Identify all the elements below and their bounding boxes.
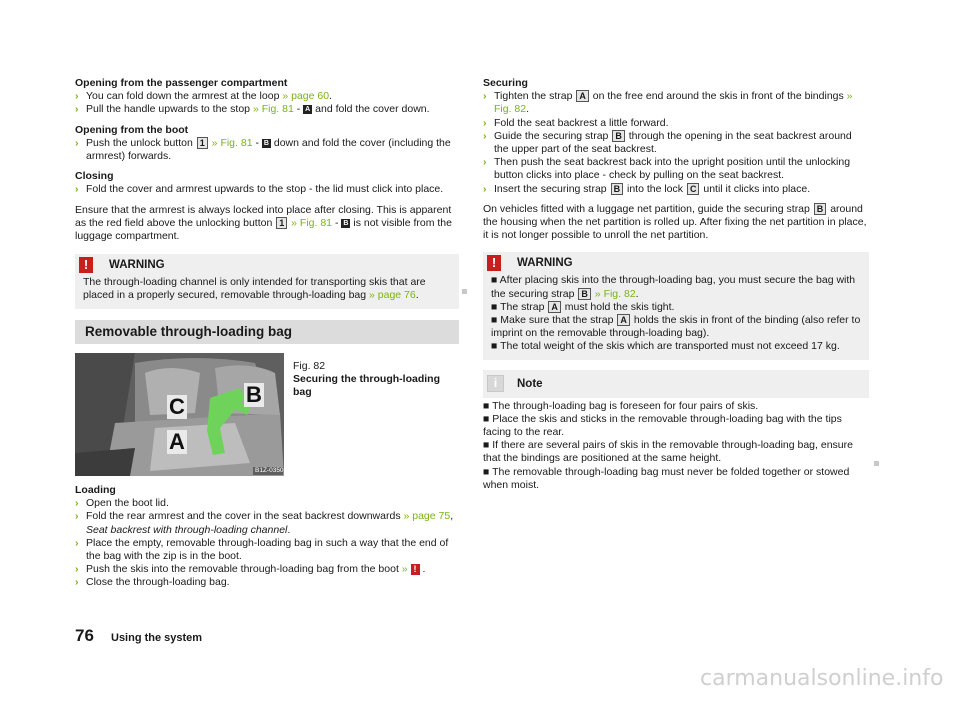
list-item xyxy=(483,117,869,130)
text: must hold the skis tight. xyxy=(561,300,675,313)
left-column xyxy=(75,77,459,309)
list-item xyxy=(75,563,459,576)
chevron-right-icon: › xyxy=(75,563,79,576)
text: Fold the seat backrest a little forward. xyxy=(494,116,669,129)
heading: Closing xyxy=(75,170,114,183)
key-label: C xyxy=(687,183,700,195)
key-label: B xyxy=(263,139,269,147)
right-column xyxy=(483,77,869,492)
warning-item xyxy=(491,274,861,300)
key-label: B xyxy=(343,219,349,227)
chevron-right-icon: › xyxy=(75,497,79,510)
note-box xyxy=(483,370,869,398)
list-item xyxy=(483,130,869,156)
figure-link[interactable]: » Fig. 81 xyxy=(252,103,294,116)
heading: Opening from the passenger compartment xyxy=(75,77,288,89)
text: and fold the cover down. xyxy=(312,103,430,116)
chevron-right-icon: › xyxy=(483,182,487,195)
page-link[interactable]: » page 60 xyxy=(282,90,330,103)
list-item xyxy=(483,156,869,182)
text: Close the through-loading bag. xyxy=(86,576,230,589)
text: Then push the seat backrest back into the upright position until the unlocking button clicks into place - check by pulling on the seat backrest. xyxy=(494,156,851,182)
chevron-right-icon: › xyxy=(75,136,79,149)
figure-caption-text: Securing the through-loading bag xyxy=(293,373,440,399)
warning-item xyxy=(491,314,861,340)
text: Guide the securing strap xyxy=(494,129,612,142)
section-securing xyxy=(483,77,869,196)
list-item xyxy=(75,137,459,163)
warning-link[interactable]: » xyxy=(401,563,408,576)
warning-box xyxy=(75,254,459,308)
key-label: A xyxy=(617,314,630,326)
section-closing xyxy=(75,170,459,196)
text: Push the skis into the removable through-loading bag from the boot xyxy=(86,563,402,576)
text: . xyxy=(635,287,639,300)
note-item: ■ The removable through-loading bag must never be folded together or stowed when moist. xyxy=(483,465,850,491)
page-link[interactable]: » page 75 xyxy=(403,510,451,523)
text: - xyxy=(252,136,262,149)
warning-item: ■ The total weight of the skis which are transported must not exceed 17 kg. xyxy=(491,340,840,353)
photo-label-b: B xyxy=(246,382,262,407)
text: . xyxy=(329,90,332,103)
list-item xyxy=(75,497,459,510)
text: Fold the cover and armrest upwards to the stop - the lid must click into place. xyxy=(86,183,444,196)
warning-text xyxy=(75,276,459,302)
note-header xyxy=(483,370,869,396)
note-item: ■ The through-loading bag is foreseen for four pairs of skis. xyxy=(483,399,759,412)
key-label: 1 xyxy=(197,137,208,149)
text: - xyxy=(332,216,342,229)
text: Tighten the strap xyxy=(494,90,576,103)
text: Place the empty, removable through-loading bag in such a way that the end of the bag with the zip is in the boot. xyxy=(86,536,449,563)
warning-text xyxy=(483,274,869,353)
text: , xyxy=(450,510,454,523)
list-item xyxy=(483,183,869,196)
key-label: B xyxy=(612,130,625,142)
warning-header xyxy=(483,252,869,274)
exclamation-icon: ! xyxy=(79,257,93,273)
page-link[interactable]: » page 76 xyxy=(369,289,416,302)
list-item xyxy=(483,90,869,116)
italic-title: Seat backrest with through-loading channel xyxy=(86,523,288,536)
text: into the lock xyxy=(624,182,686,195)
text: ■ Make sure that the strap xyxy=(491,314,617,327)
text: . xyxy=(419,563,426,576)
text: Open the boot lid. xyxy=(86,497,169,510)
paragraph xyxy=(75,204,459,244)
chevron-right-icon: › xyxy=(75,576,79,589)
figure-link[interactable]: » Fig. 81 xyxy=(288,216,333,229)
chevron-right-icon: › xyxy=(75,103,79,116)
text: . xyxy=(415,289,419,302)
list-item xyxy=(75,183,459,196)
chevron-right-icon: › xyxy=(483,129,487,142)
chevron-right-icon: › xyxy=(75,510,79,523)
text: Pull the handle upwards to the stop xyxy=(86,103,253,116)
photo-code: B1Z-0350 xyxy=(255,467,284,474)
text: . xyxy=(526,103,530,116)
photo-label-c: C xyxy=(169,394,185,419)
page-number: 76 xyxy=(75,626,94,645)
key-label: A xyxy=(305,106,311,114)
heading: Securing xyxy=(483,77,528,89)
section-title: Removable through-loading bag xyxy=(85,324,293,339)
chevron-right-icon: › xyxy=(483,116,487,129)
paragraph xyxy=(483,203,869,243)
text: is not visible from the luggage compartment. xyxy=(75,216,452,243)
list-item xyxy=(75,103,459,116)
figure-link[interactable]: » Fig. 82 xyxy=(591,287,636,300)
warning-title: WARNING xyxy=(517,257,573,270)
section-loading xyxy=(75,484,459,590)
key-label: B xyxy=(611,183,624,195)
key-label: A xyxy=(548,301,561,313)
section-opening-boot xyxy=(75,124,459,164)
end-mark xyxy=(874,461,879,466)
warning-header xyxy=(75,254,459,276)
text: ■ After placing skis into the through-loading bag, you must secure the bag with the securing strap xyxy=(491,274,856,300)
figure-link[interactable]: » Fig. 82 xyxy=(494,90,853,116)
list-item xyxy=(75,510,459,536)
text: ■ The strap xyxy=(491,300,548,313)
watermark: carmanualsonline.info xyxy=(700,666,944,691)
figure-number: Fig. 82 xyxy=(293,360,326,372)
text: . xyxy=(287,523,291,536)
exclamation-icon: ! xyxy=(487,255,501,271)
key-label: B xyxy=(578,288,591,300)
text: The through-loading channel is only intended for transporting skis that are placed in a properly secured, removable through-loading bag xyxy=(83,276,426,302)
text: down and fold the cover (including the armrest) forwards. xyxy=(86,136,451,163)
text: Ensure that the armrest is always locked into place after closing. This is apparent as the red field above the unlocking button xyxy=(75,203,452,229)
chevron-right-icon: › xyxy=(75,536,79,549)
text: around the housing when the net partition is rolled up. After fixing the net partition in place, it is not longer possible to unroll the net partition. xyxy=(483,202,867,242)
note-title: Note xyxy=(517,377,543,390)
info-icon: i xyxy=(487,375,504,392)
note-item: ■ Place the skis and sticks in the removable through-loading bag with the tips facing to the rear. xyxy=(483,412,842,439)
note-item: ■ If there are several pairs of skis in the removable through-loading bag, ensure that the bindings are positioned at the same height. xyxy=(483,439,853,465)
text: through the opening in the seat backrest around the upper part of the seat backrest. xyxy=(494,129,852,156)
text: Insert the securing strap xyxy=(494,182,610,195)
chevron-right-icon: › xyxy=(483,90,487,103)
figure-photo xyxy=(75,353,284,476)
section-title-bar xyxy=(75,320,459,344)
text: Fold the rear armrest and the cover in the seat backrest downwards xyxy=(86,510,404,523)
figure-link[interactable]: » Fig. 81 xyxy=(208,136,253,149)
end-mark xyxy=(462,289,467,294)
warning-item xyxy=(491,301,861,314)
key-label: 1 xyxy=(276,217,287,229)
key-label: A xyxy=(576,90,589,102)
warning-title: WARNING xyxy=(109,259,165,272)
chevron-right-icon: › xyxy=(75,90,79,103)
list-item xyxy=(75,537,459,563)
list-item xyxy=(75,576,459,589)
list-item xyxy=(75,90,459,103)
text: You can fold down the armrest at the loop xyxy=(86,90,283,103)
key-label: B xyxy=(814,203,827,215)
exclamation-icon: ! xyxy=(411,564,420,575)
text: holds the skis in front of the binding (also refer to imprint on the removable through-loading bag). xyxy=(491,314,861,340)
text: until it clicks into place. xyxy=(700,182,811,195)
note-text xyxy=(483,400,869,492)
photo-label-a: A xyxy=(169,429,185,454)
text: On vehicles fitted with a luggage net partition, guide the securing strap xyxy=(483,202,813,215)
text: Push the unlock button xyxy=(86,136,196,149)
text: - xyxy=(293,103,304,116)
warning-box xyxy=(483,252,869,359)
chevron-right-icon: › xyxy=(483,156,487,169)
section-opening-passenger xyxy=(75,77,459,117)
text: on the free end around the skis in front of the bindings xyxy=(589,90,847,103)
chevron-right-icon: › xyxy=(75,183,79,196)
footer-section: Using the system xyxy=(111,632,203,644)
figure-caption xyxy=(293,360,453,400)
heading: Opening from the boot xyxy=(75,123,189,136)
heading: Loading xyxy=(75,484,116,496)
